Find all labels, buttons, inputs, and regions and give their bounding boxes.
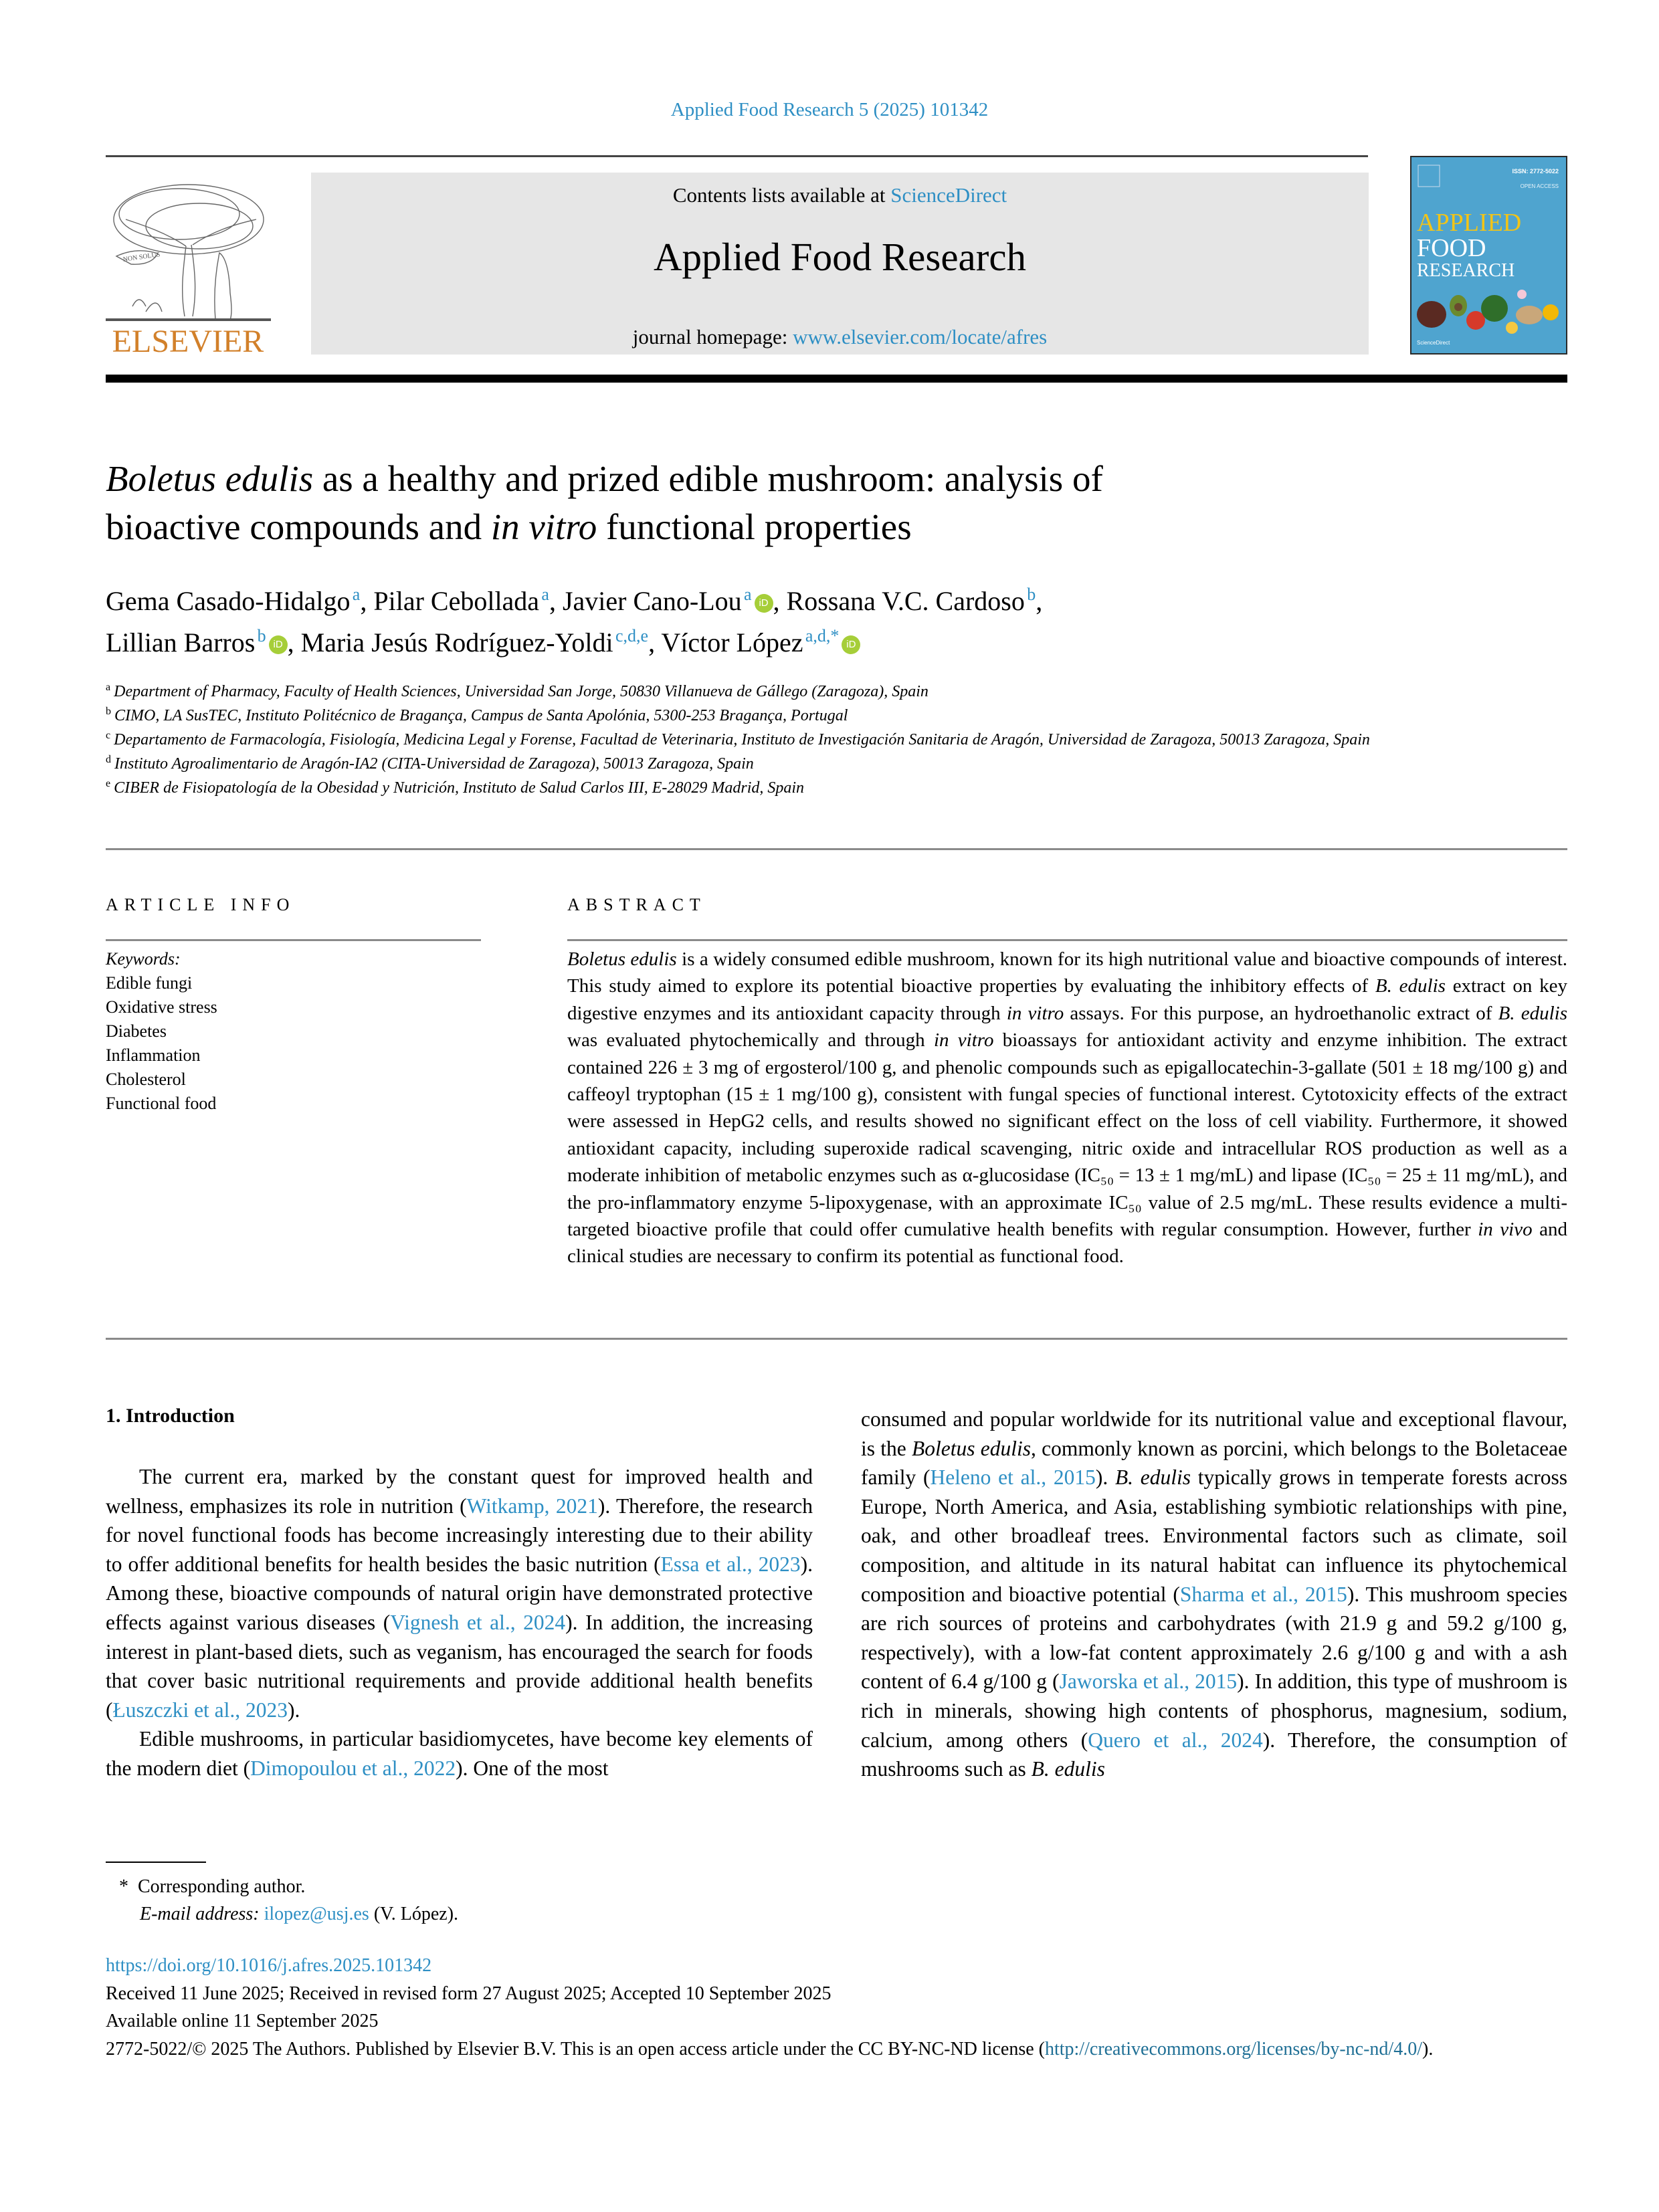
- keyword: Edible fungi: [106, 973, 193, 993]
- available-online-date: Available online 11 September 2025: [106, 2011, 379, 2031]
- orcid-icon[interactable]: iD: [269, 635, 288, 654]
- svg-text:ScienceDirect: ScienceDirect: [1417, 340, 1450, 346]
- svg-text:OPEN ACCESS: OPEN ACCESS: [1520, 183, 1559, 189]
- journal-cover-image[interactable]: [1410, 156, 1567, 355]
- citation-link[interactable]: Essa et al., 2023: [660, 1552, 801, 1576]
- doi-link[interactable]: https://doi.org/10.1016/j.afres.2025.101342: [106, 1955, 432, 1976]
- svg-text:FOOD: FOOD: [1417, 234, 1486, 262]
- sciencedirect-link[interactable]: ScienceDirect: [890, 183, 1007, 207]
- body-column-left: [106, 1462, 813, 1783]
- citation-link[interactable]: Heleno et al., 2015: [930, 1466, 1096, 1490]
- journal-homepage-link[interactable]: www.elsevier.com/locate/afres: [793, 325, 1048, 348]
- contents-available-line: Contents lists available at ScienceDirect: [672, 183, 1007, 207]
- divider: [567, 939, 1567, 941]
- citation-link[interactable]: Quero et al., 2024: [1088, 1728, 1263, 1752]
- citation-link[interactable]: Dimopoulou et al., 2022: [250, 1756, 456, 1780]
- citation-link[interactable]: Vignesh et al., 2024: [390, 1610, 566, 1634]
- masthead-top-rule: [106, 155, 1368, 157]
- svg-text:ISSN: 2772-5022: ISSN: 2772-5022: [1512, 168, 1559, 175]
- svg-text:APPLIED: APPLIED: [1417, 209, 1522, 237]
- author[interactable]: Rossana V.C. Cardoso $^b$: [786, 585, 1036, 616]
- divider: [106, 939, 481, 941]
- footnotes: [106, 1873, 1176, 1928]
- orcid-icon[interactable]: iD: [755, 594, 773, 613]
- masthead-box: [311, 173, 1369, 355]
- article-info-heading: ARTICLE INFO: [106, 895, 296, 914]
- citation-link[interactable]: Witkamp, 2021: [466, 1494, 598, 1518]
- paragraph: The current era, marked by the constant quest for improved health and wellness, emphasizes its role in nutrition (Witkamp, 2021). Therefore, the research for novel functional foods has become increasingly interesting due to their ability to offer additional benefits for health besides the basic nutrition (Essa et al., 2023). Among these, bioactive compounds of natural origin have demonstrated protective effects against various diseases (Vignesh et al., 2024). In addition, the increasing interest in plant-based diets, such as veganism, has encouraged the search for foods that cover basic nutritional requirements and provide additional health benefits (Łuszczki et al., 2023).: [106, 1465, 813, 1722]
- masthead-bottom-rule: [106, 375, 1567, 383]
- cover-art: [1411, 157, 1566, 353]
- divider: [106, 848, 1567, 850]
- author[interactable]: Lillian Barros $^b$ iD: [106, 627, 288, 658]
- body-column-right: [861, 1405, 1567, 1784]
- svg-text:ELSEVIER: ELSEVIER: [112, 324, 264, 357]
- keyword: Cholesterol: [106, 1070, 186, 1089]
- affiliation-list: [106, 680, 1477, 800]
- history-dates: Received 11 June 2025; Received in revised form 27 August 2025; Accepted 10 September 2025: [106, 1983, 832, 2004]
- abstract-body: Boletus edulis is a widely consumed edible mushroom, known for its high nutritional value and bioactive compounds of interest. This study aimed to explore its potential bioactive properties by evaluating the inhibitory effects of B. edulis extract on key digestive enzymes and its antioxidant capacity through in vitro assays. For this purpose, an hydroethanolic extract of B. edulis was evaluated phytochemically and through in vitro bioassays for antioxidant activity and enzyme inhibition. The extract contained 226 ± 3 mg of ergosterol/100 g, and phenolic compounds such as epigallocatechin-3-gallate (501 ± 18 mg/100 g) and caffeoyl tryptophan (15 ± 1 mg/100 g), consistent with fungal species of functional interest. Cytotoxicity effects of the extract were assessed in HepG2 cells, and results showed no significant effect on the loss of cell viability. Furthermore, it showed antioxidant capacity, including superoxide radical scavenging, nitric oxide and intracellular ROS production as well as a moderate inhibition of metabolic enzymes such as α-glucosidase (IC₅₀ = 13 ± 1 mg/mL) and lipase (IC₅₀ = 25 ± 11 mg/mL), and the pro-inflammatory enzyme 5-lipoxygenase, with an approximate IC₅₀ value of 2.5 mg/mL. These results evidence a multi-targeted bioactive profile that could offer cumulative health benefits with regular consumption. However, further in vivo and clinical studies are necessary to confirm its potential as functional food.: [567, 948, 1568, 1268]
- journal-homepage-line: journal homepage: www.elsevier.com/locate/afres: [632, 325, 1048, 348]
- journal-name: Applied Food Research: [653, 235, 1027, 279]
- license-statement: 2772-5022/© 2025 The Authors. Published by Elsevier B.V. This is an open access article under the CC BY-NC-ND license (http://creativecommons.org/licenses/by-nc-nd/4.0/).: [106, 2038, 1434, 2059]
- svg-text:RESEARCH: RESEARCH: [1417, 260, 1515, 281]
- paragraph: Edible mushrooms, in particular basidiomycetes, have become key elements of the modern diet (Dimopoulou et al., 2022). One of the most: [106, 1727, 813, 1780]
- author[interactable]: Maria Jesús Rodríguez-Yoldi $^{c,d,e}$: [300, 626, 649, 658]
- keyword: Diabetes: [106, 1021, 167, 1041]
- license-link[interactable]: http://creativecommons.org/licenses/by-nc-nd/4.0/: [1044, 2038, 1422, 2059]
- divider: [106, 1338, 1567, 1340]
- affiliation: $^e$ CIBER de Fisiopatología de la Obesidad y Nutrición, Instituto de Salud Carlos III, E-28029 Madrid, Spain: [106, 778, 805, 797]
- section-heading-introduction: 1. Introduction: [106, 1405, 235, 1427]
- keywords-list: [106, 947, 480, 1116]
- abstract-heading: ABSTRACT: [567, 895, 706, 914]
- logo-banner-text: NON SOLUS: [122, 251, 161, 264]
- author[interactable]: Gema Casado-Hidalgo $^a$: [106, 585, 361, 616]
- affiliation: $^b$ CIMO, LA SusTEC, Instituto Politécnico de Bragança, Campus de Santa Apolónia, 5300-253 Bragança, Portugal: [106, 706, 848, 724]
- paragraph-continued: consumed and popular worldwide for its nutritional value and exceptional flavour, is the Boletus edulis, commonly known as porcini, which belongs to the Boletaceae family (Heleno et al., 2015). B. edulis typically grows in temperate forests across Europe, North America, and Asia, establishing symbiotic relationships with pine, oak, and other broadleaf trees. Environmental factors such as climate, soil composition, and altitude in its natural habitat can influence its phytochemical composition and bioactive potential (Sharma et al., 2015). This mushroom species are rich sources of proteins and carbohydrates (with 21.9 g and 59.2 g/100 g, respectively), with a low-fat content approximately 2.6 g/100 g and with a ash content of 6.4 g/100 g (Jaworska et al., 2015). In addition, this type of mushroom is rich in minerals, showing high contents of phosphorus, magnesium, sodium, calcium, among others (Quero et al., 2024). Therefore, the consumption of mushrooms such as B. edulis: [861, 1407, 1568, 1781]
- keyword: Functional food: [106, 1094, 217, 1113]
- affiliation: $^c$ Departamento de Farmacología, Fisiología, Medicina Legal y Forense, Facultad de Veterinaria, Instituto de Investigación Sanitaria de Aragón, Universidad de Zaragoza, 50013 Zaragoza, Spain: [106, 730, 1370, 748]
- publication-info: [106, 1952, 1567, 2063]
- article-title: Boletus edulis as a healthy and prized edible mushroom: analysis of bioactive compounds and in vitro functional properties: [106, 458, 1103, 547]
- keyword: Inflammation: [106, 1045, 201, 1065]
- author-list: Gema Casado-Hidalgo $^a$, Pilar Cebollada $^a$, Javier Cano-Lou $^a$ iD , Rossana V.C. Cardoso $^b$, Lillian Barros $^b$ iD , Maria Jesús Rodríguez-Yoldi $^{c,d,e}$, Víctor López $^{a,d,*}$ iD: [106, 585, 1043, 658]
- elsevier-logo[interactable]: [106, 173, 271, 357]
- affiliation: $^d$ Instituto Agroalimentario de Aragón-IA2 (CITA-Universidad de Zaragoza), 50013 Zaragoza, Spain: [106, 754, 754, 773]
- author[interactable]: Pilar Cebollada $^a$: [373, 585, 549, 616]
- affiliation: $^a$ Department of Pharmacy, Faculty of Health Sciences, Universidad San Jorge, 50830 Villanueva de Gállego (Zaragoza), Spain: [106, 682, 929, 700]
- footnote-rule: [106, 1862, 206, 1863]
- citation-link[interactable]: Jaworska et al., 2015: [1059, 1670, 1238, 1694]
- elsevier-tree-icon: [106, 173, 271, 357]
- orcid-icon[interactable]: iD: [842, 635, 860, 654]
- citation-link[interactable]: Łuszczki et al., 2023: [112, 1698, 288, 1722]
- author[interactable]: Víctor López $^{a,d,*}$ iD: [661, 627, 860, 658]
- keywords-label: Keywords:: [106, 949, 181, 969]
- running-head-citation[interactable]: Applied Food Research 5 (2025) 101342: [670, 99, 989, 120]
- keyword: Oxidative stress: [106, 997, 217, 1017]
- corresponding-author-note: * Corresponding author.: [119, 1876, 306, 1897]
- author[interactable]: Javier Cano-Lou $^a$ iD: [563, 586, 773, 616]
- citation-link[interactable]: Sharma et al., 2015: [1179, 1582, 1347, 1606]
- email-note: E-mail address: ilopez@usj.es (V. López).: [140, 1904, 459, 1924]
- email-link[interactable]: ilopez@usj.es: [264, 1904, 369, 1924]
